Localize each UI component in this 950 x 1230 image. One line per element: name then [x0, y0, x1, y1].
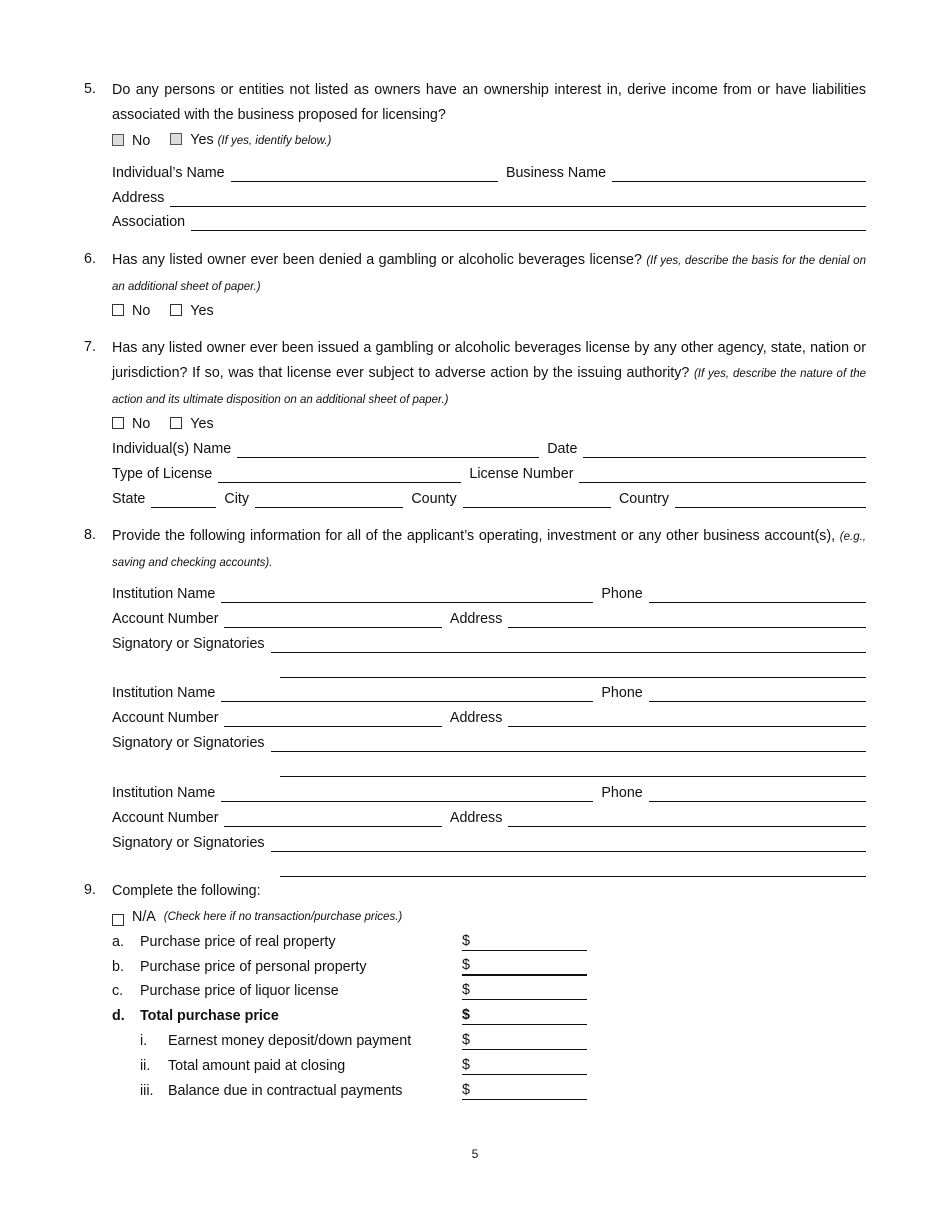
signatory-field-2[interactable] [280, 661, 866, 678]
individual-name-field[interactable] [231, 165, 498, 182]
q5-address-row [112, 187, 866, 207]
county-field[interactable] [463, 491, 611, 508]
account-number-field[interactable] [224, 710, 441, 727]
amount-field[interactable] [462, 932, 587, 951]
q7-question: Has any listed owner ever been issued a gambling or alcoholic beverages license by any other agency, state, nation or jurisdiction? If so, was that license ever subject to adverse action by the issuing authority? [112, 340, 866, 381]
amount-field[interactable] [462, 981, 587, 1000]
item-letter: b. [112, 959, 124, 975]
amount-field[interactable] [462, 1081, 587, 1100]
license-number-field[interactable] [579, 466, 866, 483]
signatory-row-2 [280, 658, 866, 678]
institution-row [112, 782, 866, 802]
address-field[interactable] [508, 810, 866, 827]
institution-name-label: Institution Name [112, 586, 216, 602]
question-7-number: 7. [84, 339, 96, 355]
county-label: County [411, 491, 457, 507]
na-note: (Check here if no transaction/purchase prices.) [163, 911, 403, 923]
q5-no-label: No [132, 133, 151, 149]
association-label: Association [112, 214, 186, 230]
amount-field[interactable] [462, 1006, 587, 1025]
signatory-label: Signatory or Signatories [112, 636, 265, 652]
account-number-label: Account Number [112, 710, 219, 726]
q5-yes-note: (If yes, identify below.) [217, 135, 332, 147]
item-letter: d. [112, 1008, 125, 1024]
account-number-field[interactable] [224, 611, 441, 628]
q6-yes-option[interactable] [170, 302, 213, 320]
item-letter: a. [112, 934, 124, 950]
q5-yes-label: Yes [190, 132, 214, 148]
institution-row [112, 583, 866, 603]
signatory-field-2[interactable] [280, 760, 866, 777]
question-9-text: Complete the following: [112, 883, 261, 899]
q6-note: (If yes, describe the basis for the denial on an additional sheet of paper.) [112, 255, 866, 293]
account-number-field[interactable] [224, 810, 441, 827]
q7-yes-option[interactable] [170, 415, 213, 433]
q6-yes-label: Yes [190, 303, 214, 319]
q7-note: (If yes, describe the nature of the action and its ultimate disposition on an additional sheet of paper.) [112, 368, 866, 406]
state-label: State [112, 491, 146, 507]
q5-yes-option[interactable] [170, 131, 331, 150]
address-field[interactable] [508, 611, 866, 628]
institution-name-field[interactable] [221, 785, 593, 802]
checkbox-icon[interactable] [170, 304, 182, 316]
checkbox-icon[interactable] [112, 914, 124, 926]
question-9-number: 9. [84, 882, 96, 898]
q7-location-row [112, 488, 866, 508]
address-label: Address [449, 710, 503, 726]
signatory-row [112, 732, 866, 752]
question-6-number: 6. [84, 251, 96, 267]
account-row [112, 707, 866, 727]
city-label: City [224, 491, 250, 507]
date-label: Date [547, 441, 578, 457]
address-label: Address [449, 810, 503, 826]
institution-name-field[interactable] [221, 586, 593, 603]
price-item-c [112, 980, 866, 1000]
dollar-sign: $ [462, 982, 470, 998]
item-label: Purchase price of liquor license [140, 983, 339, 999]
na-label: N/A [132, 909, 156, 925]
price-item-ii [112, 1055, 866, 1075]
q7-name-row [112, 438, 866, 458]
checkbox-icon[interactable] [170, 417, 182, 429]
q6-question: Has any listed owner ever been denied a gambling or alcoholic beverages license? [112, 252, 642, 268]
item-letter: iii. [140, 1083, 154, 1099]
question-8-text [112, 524, 866, 576]
checkbox-icon[interactable] [170, 133, 182, 145]
date-field[interactable] [583, 441, 866, 458]
dollar-sign: $ [462, 957, 470, 973]
q7-no-label: No [132, 416, 151, 432]
account-row [112, 807, 866, 827]
institution-name-label: Institution Name [112, 685, 216, 701]
phone-label: Phone [601, 785, 643, 801]
dollar-sign: $ [462, 1032, 470, 1048]
institution-name-field[interactable] [221, 685, 593, 702]
signatory-label: Signatory or Signatories [112, 735, 265, 751]
dollar-sign: $ [462, 1057, 470, 1073]
city-field[interactable] [255, 491, 403, 508]
q5-name-row [112, 162, 866, 182]
question-6-text [112, 248, 866, 300]
phone-field[interactable] [649, 685, 866, 702]
item-label: Total purchase price [140, 1008, 279, 1024]
signatory-row [112, 832, 866, 852]
country-label: Country [618, 491, 670, 507]
page-number: 5 [471, 1147, 479, 1161]
phone-field[interactable] [649, 586, 866, 603]
price-item-a [112, 931, 866, 951]
q7-license-row [112, 463, 866, 483]
q5-association-row [112, 211, 866, 231]
q6-no-option[interactable] [112, 302, 150, 320]
signatory-field[interactable] [271, 636, 866, 653]
individual-name-label: Individual’s Name [112, 165, 225, 181]
q5-no-option[interactable] [112, 132, 150, 150]
question-5-text: Do any persons or entities not listed as owners have an ownership interest in, derive income from or have liabilities associated with the business proposed for licensing? [112, 82, 866, 123]
item-label: Purchase price of personal property [140, 959, 367, 975]
individual-name-label: Individual(s) Name [112, 441, 232, 457]
type-of-license-label: Type of License [112, 466, 213, 482]
q7-no-option[interactable] [112, 415, 150, 433]
price-item-b [112, 956, 866, 976]
signatory-row-2 [280, 857, 866, 877]
state-field[interactable] [151, 491, 216, 508]
question-8-number: 8. [84, 527, 96, 543]
phone-label: Phone [601, 685, 643, 701]
checkbox-icon[interactable] [112, 304, 124, 316]
account-number-label: Account Number [112, 611, 219, 627]
signatory-row-2 [280, 757, 866, 777]
item-letter: i. [140, 1033, 148, 1049]
q5-options [112, 130, 866, 150]
q8-question: Provide the following information for all of the applicant’s operating, investment or any other business account(s), [112, 528, 836, 544]
address-label: Address [449, 611, 503, 627]
signatory-field[interactable] [271, 835, 866, 852]
checkbox-icon[interactable] [112, 134, 124, 146]
q6-no-label: No [132, 303, 151, 319]
q8-note: (e.g., saving and checking accounts). [112, 531, 866, 569]
amount-field[interactable] [462, 1056, 587, 1075]
item-label: Total amount paid at closing [168, 1058, 346, 1074]
item-label: Purchase price of real property [140, 934, 336, 950]
signatory-label: Signatory or Signatories [112, 835, 265, 851]
q7-options [112, 413, 866, 433]
checkbox-icon[interactable] [112, 417, 124, 429]
phone-label: Phone [601, 586, 643, 602]
type-of-license-field[interactable] [218, 466, 461, 483]
business-name-field[interactable] [612, 165, 866, 182]
address-label: Address [112, 190, 165, 206]
question-7-text [112, 336, 866, 413]
dollar-sign: $ [462, 1007, 470, 1023]
individual-name-field[interactable] [237, 441, 539, 458]
price-item-iii [112, 1080, 866, 1100]
signatory-field-2[interactable] [280, 860, 866, 877]
license-number-label: License Number [469, 466, 574, 482]
account-row [112, 608, 866, 628]
country-field[interactable] [675, 491, 866, 508]
q9-na-option[interactable] [112, 906, 866, 926]
institution-name-label: Institution Name [112, 785, 216, 801]
item-letter: c. [112, 983, 124, 999]
q7-yes-label: Yes [190, 416, 214, 432]
item-label: Earnest money deposit/down payment [168, 1033, 412, 1049]
signatory-field[interactable] [271, 735, 866, 752]
dollar-sign: $ [462, 1082, 470, 1098]
price-item-d [112, 1005, 866, 1025]
association-field[interactable] [191, 214, 866, 231]
address-field[interactable] [170, 190, 866, 207]
business-name-label: Business Name [505, 165, 607, 181]
item-letter: ii. [140, 1058, 151, 1074]
address-field[interactable] [508, 710, 866, 727]
dollar-sign: $ [462, 933, 470, 949]
account-number-label: Account Number [112, 810, 219, 826]
phone-field[interactable] [649, 785, 866, 802]
amount-field[interactable] [462, 1031, 587, 1050]
item-label: Balance due in contractual payments [168, 1083, 403, 1099]
amount-field[interactable] [462, 956, 587, 976]
question-5-number: 5. [84, 81, 96, 97]
signatory-row [112, 633, 866, 653]
q6-options [112, 300, 866, 320]
institution-row [112, 682, 866, 702]
price-item-i [112, 1030, 866, 1050]
